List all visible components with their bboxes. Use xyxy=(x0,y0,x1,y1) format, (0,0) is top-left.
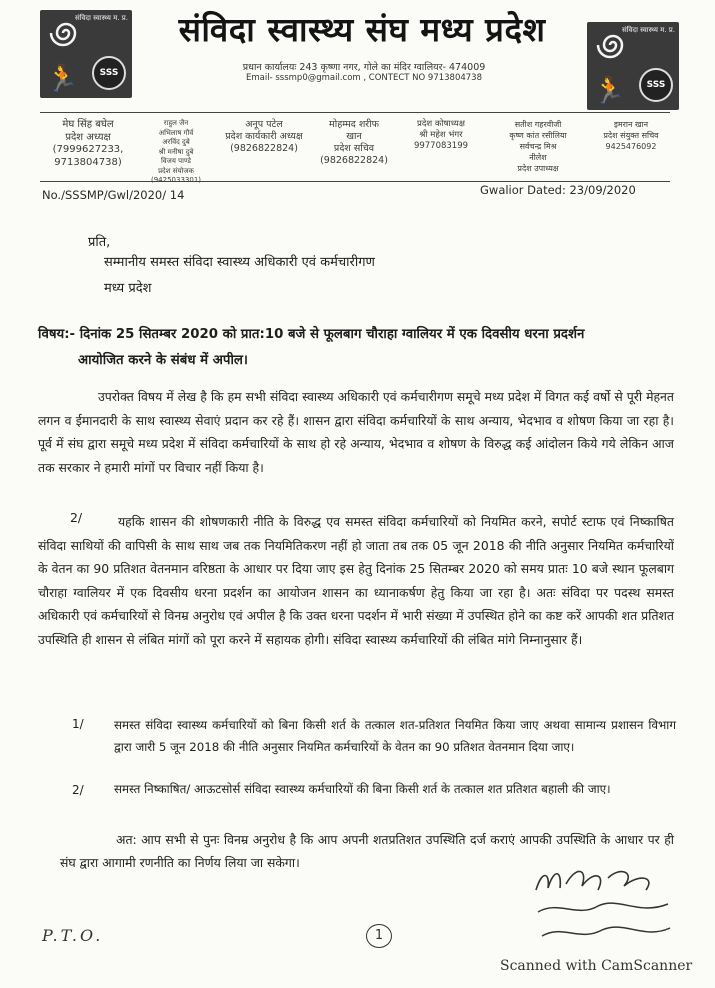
officer-line: प्रदेश उपाध्यक्ष xyxy=(517,164,559,173)
logo-org-text: संविदा स्वास्थ्य म. प्र. xyxy=(621,26,675,34)
recipient: सम्मानीय समस्त संविदा स्वास्थ्य अधिकारी एवं कर्मचारीगण xyxy=(104,255,375,270)
officer-line: (7999627233, xyxy=(52,144,124,155)
officer-line: मोहम्मद शरीफ xyxy=(329,119,379,130)
pto-note: P.T.O. xyxy=(42,926,104,945)
officer-line: अनूप पटेल xyxy=(245,119,283,130)
officer-working-president xyxy=(218,119,310,155)
subject-line-1: विषय:- दिनांक 25 सितम्बर 2020 को प्रात:10 बजे से फूलबाग चौराहा ग्वालियर में एक दिवसीय धरना प्रदर्शन xyxy=(38,327,585,342)
recipient-place: मध्य प्रदेश xyxy=(104,281,152,296)
officer-line: प्रदेश अध्यक्ष xyxy=(65,131,111,143)
subject-line-2: आयोजित करने के संबंध में अपील। xyxy=(78,353,248,368)
officer-convenors xyxy=(140,119,212,186)
officer-line: कृष्ण कांत रसीलिया xyxy=(509,131,567,140)
org-logo-right xyxy=(587,22,679,110)
officers-strip xyxy=(40,112,670,182)
reference-number: No./SSSMP/Gwl/2020/ 14 xyxy=(42,188,185,202)
paragraph-2: यहकि शासन की शोषणकारी नीति के विरुद्ध एव समस्त संविदा कर्मचारियों को नियमित करने, सपोर्ट स्टाफ एवं निष्काषित संविदा साथियों की वापिसी के साथ साथ जब तक नियमितिकरण नहीं हो जाता तब तक 05 जून 2018 की नीति अनुसार नियमित कर्मचारियों के वेतन का 90 प्रतिशत वेतनमान वरिष्ठता के आधार पर दिया जाए इस हेतु दिनांक 25 सितम्बर 2020 को समय प्रातः 10 बजे स्थान फूलबाग चौराहा ग्वालियर में एक दिवसीय धरना प्रदर्शन का आयोजन शासन का ध्यानाकर्षण हेतु किया जा रहा है। अतः संविदा पर पदस्थ समस्त अधिकारी एवं कर्मचारियों से विनम्र अनुरोध एवं अपील है कि उक्त धरना पदर्शन में भारी संख्या में उपस्थित होने का कष्ट करें आपकी शत प्रतिशत उपस्थिति ही शासन से लंबित मांगों को पूरा करने में सहायक होगी। संविदा स्वास्थ्य कर्मचारियों की लंबित मांगे निम्नानुसार हैं। xyxy=(38,514,674,647)
paragraph-2-number: 2/ xyxy=(70,510,83,525)
sss-badge: SSS xyxy=(92,56,126,90)
officer-line: अभिलाष गौर्व xyxy=(158,128,194,137)
officer-line: राहुल जैन xyxy=(163,119,189,127)
demand-1-text: समस्त संविदा स्वास्थ्य कर्मचारियों को बिना किसी शर्त के तत्काल शत-प्रतिशत नियमित किया जाए अथवा सामान्य प्रशासन विभाग द्वारा जारी 5 जून 2018 की नीति अनुसार नियमित कर्मचारियों के वेतन का 90 प्रतिशत वेतनमान दिया जाए। xyxy=(114,718,676,754)
officer-vice-presidents xyxy=(488,119,588,174)
officer-line: सर्वचन्द्र मिश्र xyxy=(519,142,557,151)
officer-line: प्रदेश कार्यकारी अध्यक्ष xyxy=(225,131,303,142)
subject xyxy=(38,322,678,374)
demand-1-number: 1/ xyxy=(72,717,84,731)
org-logo-left xyxy=(40,10,132,98)
demand-2-number: 2/ xyxy=(72,783,84,797)
runner-figure-icon: 🏃 xyxy=(46,64,79,94)
officer-line: प्रदेश संयोजक xyxy=(158,166,194,175)
sss-badge: SSS xyxy=(639,68,673,102)
to-label: प्रति, xyxy=(88,235,111,250)
officer-line: इमरान खान xyxy=(613,120,649,129)
officer-line: (9826822824) xyxy=(320,155,388,166)
officer-line: सतीश गहरवीजी xyxy=(514,120,562,129)
officer-line: (9425033301) xyxy=(151,176,201,184)
officer-line: प्रदेश सचिव xyxy=(333,143,375,154)
officer-president xyxy=(42,119,134,169)
officer-joint-secretary xyxy=(592,119,670,152)
runner-figure-icon: 🏃 xyxy=(593,76,626,106)
officer-treasurer xyxy=(400,119,482,152)
page-number: 1 xyxy=(366,924,392,948)
logo-org-text: संविदा स्वास्थ्य म. प्र. xyxy=(74,14,128,22)
officer-line: नीलेश xyxy=(529,153,547,162)
closing-paragraph: अत: आप सभी से पुनः विनम्र अनुरोध है कि आप अपनी शतप्रतिशत उपस्थिति दर्ज कराएं आपकी उपस्थिति के आधार पर ही संघ द्वारा आगामी रणनीति का निर्णय लिया जा सकेगा। xyxy=(60,832,674,870)
org-title: संविदा स्वास्थ्य संघ मध्य प्रदेश xyxy=(178,10,546,49)
officer-line: श्री मनीषा दुबे xyxy=(158,147,194,156)
demand-2-text: समस्त निष्काषित/ आऊटसोर्स संविदा स्वास्थ्य कर्मचारियों की बिना किसी शर्त के तत्काल शत प्रतिशत बहाली की जाए। xyxy=(114,782,611,796)
handwritten-signature xyxy=(528,860,678,950)
officer-line: मेघ सिंह बघेल xyxy=(62,119,114,130)
officer-line: (9826822824) xyxy=(230,143,298,154)
officer-line: अरविंद दुबे xyxy=(162,138,190,146)
officer-line: खान xyxy=(346,131,362,142)
paragraph-1: उपरोक्त विषय में लेख है कि हम सभी संविदा स्वास्थ्य अधिकारी एवं कर्मचारीगण समूचे मध्य प्रदेश में विगत कई वर्षो से पूरी मेहनत लगन व ईमानदारी के साथ स्वास्थ्य सेवाएं प्रदान कर रहे हैं। शासन द्वारा संविदा कर्मचारियों के साथ अन्याय, भेदभाव व शोषण किया जा रहा है। पूर्व में संघ द्वारा समूचे मध्य प्रदेश में संविदा कर्मचारियों के साथ हो रहे अन्याय, भेदभाव व शोषण के विरुद्ध कई आंदोलन किये गये लेकिन आज तक सरकार ने हमारी मांगों पर विचार नहीं किया है। xyxy=(38,389,674,475)
officer-line: विजय पाण्डे xyxy=(160,157,192,165)
officer-line: प्रदेश संयुक्त सचिव xyxy=(603,131,659,140)
contact-line: Email- sssmp0@gmail.com , CONTECT NO 9713804738 xyxy=(246,73,482,83)
officer-line: 9425476092 xyxy=(605,142,657,151)
officer-line: 9713804738) xyxy=(54,156,122,168)
officer-line: 9977083199 xyxy=(413,141,469,151)
officer-line: प्रदेश कोषाध्यक्ष xyxy=(417,119,465,129)
office-address: प्रधान कार्यालयः 243 कृष्णा नगर, गोले का मंदिर ग्वालियर- 474009 xyxy=(242,62,486,73)
letter-date: Gwalior Dated: 23/09/2020 xyxy=(480,183,636,197)
scanner-watermark: Scanned with CamScanner xyxy=(500,958,693,974)
officer-secretary xyxy=(314,119,394,167)
officer-line: श्री महेश भंगर xyxy=(419,130,463,140)
